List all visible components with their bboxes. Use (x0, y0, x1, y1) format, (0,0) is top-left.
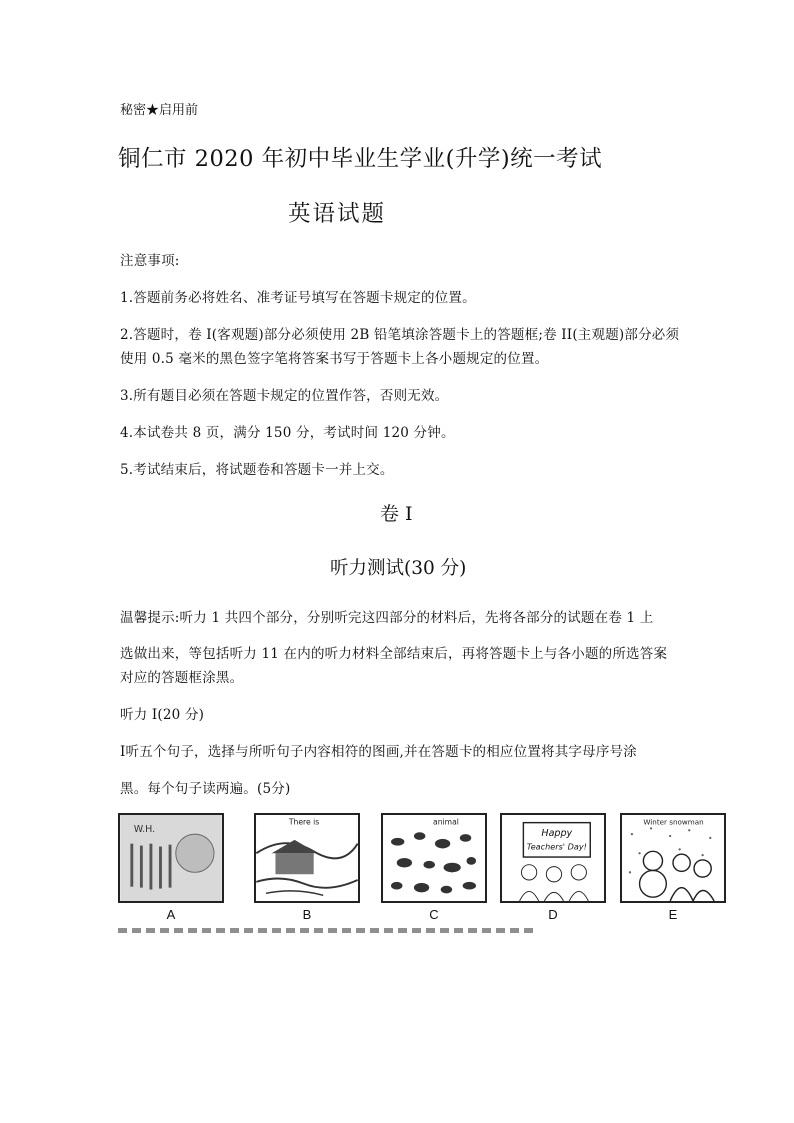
notes-heading: 注意事项: (120, 253, 180, 269)
teachers-day-image (502, 815, 604, 901)
part-heading: 听力 I(20 分) (120, 707, 205, 723)
landscape-image (256, 815, 358, 901)
section-title: 听力测试(30 分) (330, 558, 467, 579)
sign-line: Happy (541, 828, 573, 840)
picture-label: E (668, 907, 678, 922)
part-instruction: I听五个句子，选择与所听句子内容相符的图画,并在答题卡的相应位置将其字母序号涂 (120, 744, 637, 760)
picture-handwriting: There is (288, 817, 320, 827)
picture-handwriting: W.H. (133, 824, 156, 836)
note-item: 使用 0.5 毫米的黑色签字笔将答案书写于答题卡上各小题规定的位置。 (120, 351, 549, 367)
note-item: 5.考试结束后，将试题卷和答题卡一并上交。 (120, 462, 394, 478)
note-item: 2.答题时，卷 I(客观题)部分必须使用 2B 铅笔填涂答题卡上的答题框;卷 II(主观题)部分必须 (120, 327, 680, 343)
note-item: 1.答题前务必将姓名、准考证号填写在答题卡规定的位置。 (120, 290, 476, 306)
note-item: 3.所有题目必须在答题卡规定的位置作答，否则无效。 (120, 388, 449, 404)
tip-line: 选做出来，等包括听力 11 在内的听力材料全部结束后，再将答题卡上与各小题的所选答案 (120, 646, 668, 662)
picture-a (118, 813, 224, 903)
picture-label: C (429, 907, 439, 922)
picture-c (381, 813, 487, 903)
picture-label: B (302, 907, 312, 922)
picture-d (500, 813, 606, 903)
picture-e (620, 813, 726, 903)
tip-line: 温馨提示:听力 1 共四个部分，分别听完这四部分的材料后，先将各部分的试题在卷 1 上 (120, 610, 654, 626)
soldiers-image (120, 815, 222, 901)
sign-line: Teachers' Day! (526, 841, 587, 852)
picture-handwriting: animal (433, 817, 459, 827)
volume-heading: 卷 I (380, 503, 413, 525)
picture-label: D (548, 907, 558, 922)
picture-handwriting: Winter snowman (643, 817, 704, 827)
tip-line: 对应的答题框涂黑。 (120, 670, 244, 686)
exam-subtitle: 英语试题 (288, 201, 387, 227)
animals-image (383, 815, 485, 901)
part-instruction: 黑。每个句子读两遍。(5分) (120, 781, 291, 797)
snowman-image (622, 815, 724, 901)
cropped-text-line (118, 928, 538, 933)
confidential-mark: 秘密★启用前 (120, 103, 199, 118)
picture-b (254, 813, 360, 903)
note-item: 4.本试卷共 8 页，满分 150 分，考试时间 120 分钟。 (120, 425, 455, 441)
exam-title: 铜仁市 2020 年初中毕业生学业(升学)统一考试 (118, 146, 603, 172)
picture-options (118, 813, 728, 933)
picture-label: A (166, 907, 176, 922)
